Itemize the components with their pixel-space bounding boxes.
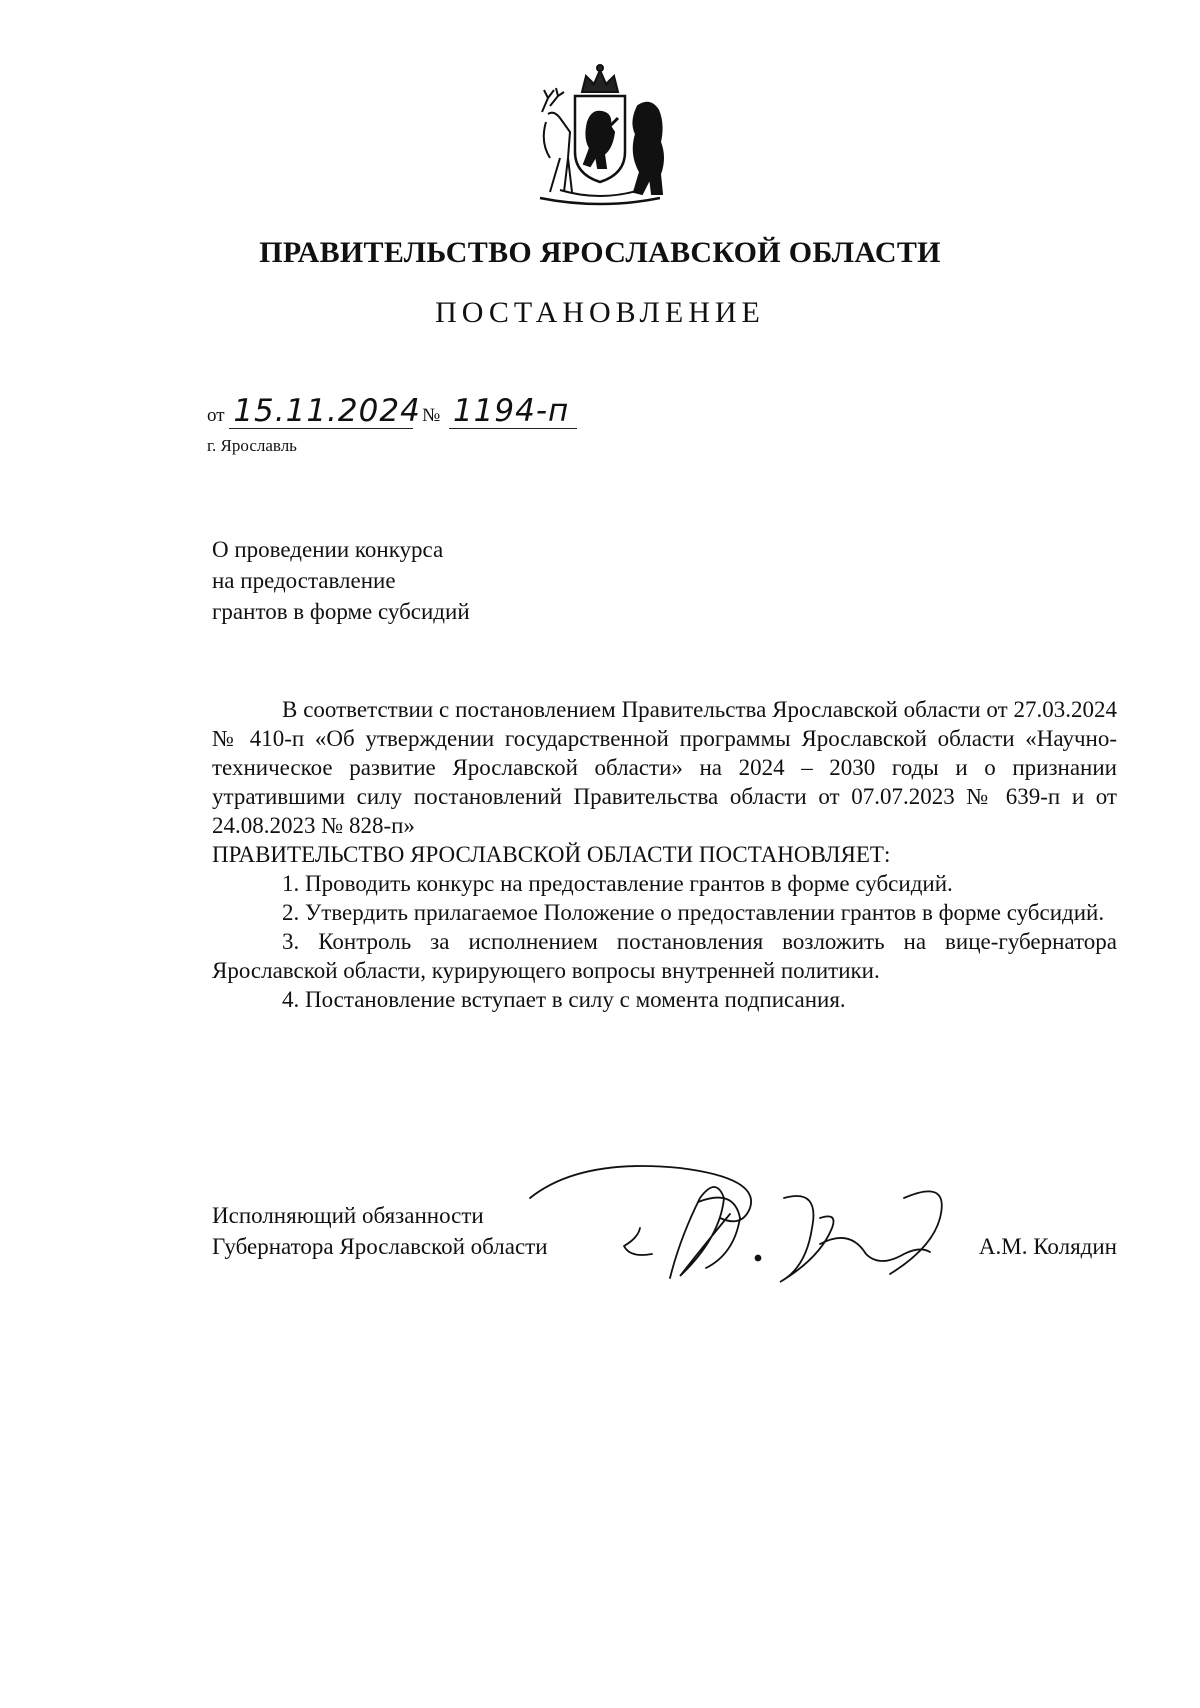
document-subject xyxy=(212,534,470,627)
coat-of-arms-icon xyxy=(520,62,680,212)
subject-line: О проведении конкурса xyxy=(212,537,444,562)
preamble-paragraph: В соответствии с постановлением Правительства Ярославской области от 27.03.2024 № 410-п «Об утверждении государственной программы Ярославской области «Научно-техническое развитие Ярославской области» на 2024 – 2030 годы и о признании утратившими силу постановлений Правительства области от 07.07.2023 № 639-п и от 24.08.2023 № 828-п» xyxy=(212,697,1117,838)
document-city: г. Ярославль xyxy=(207,436,297,455)
subject-line: на предоставление xyxy=(212,568,396,593)
government-title: ПРАВИТЕЛЬСТВО ЯРОСЛАВСКОЙ ОБЛАСТИ xyxy=(259,236,941,269)
date-prefix: от xyxy=(207,405,225,426)
signatory-name: А.М. Колядин xyxy=(978,1234,1117,1259)
numbered-item: 1. Проводить конкурс на предоставление грантов в форме субсидий. xyxy=(282,871,953,896)
document-date: 15.11.2024 xyxy=(229,394,413,429)
numbered-item: 2. Утвердить прилагаемое Положение о предоставлении грантов в форме субсидий. xyxy=(282,900,1105,925)
numbered-item: 4. Постановление вступает в силу с момента подписания. xyxy=(282,987,846,1012)
handwritten-signature-icon xyxy=(520,1158,950,1298)
number-prefix: № xyxy=(422,405,441,426)
position-line: Исполняющий обязанности xyxy=(212,1203,484,1228)
document-kind: ПОСТАНОВЛЕНИЕ xyxy=(435,296,765,329)
subject-line: грантов в форме субсидий xyxy=(212,599,470,624)
position-line: Губернатора Ярославской области xyxy=(212,1234,548,1259)
document-meta xyxy=(207,394,577,429)
document-body xyxy=(212,695,1117,1014)
document-number: 1194-п xyxy=(449,394,577,429)
numbered-item: 3. Контроль за исполнением постановления возложить на вице-губернатора Ярославской области, курирующего вопросы внутренней политики. xyxy=(212,929,1117,983)
decree-line: ПРАВИТЕЛЬСТВО ЯРОСЛАВСКОЙ ОБЛАСТИ ПОСТАНОВЛЯЕТ: xyxy=(212,842,891,867)
